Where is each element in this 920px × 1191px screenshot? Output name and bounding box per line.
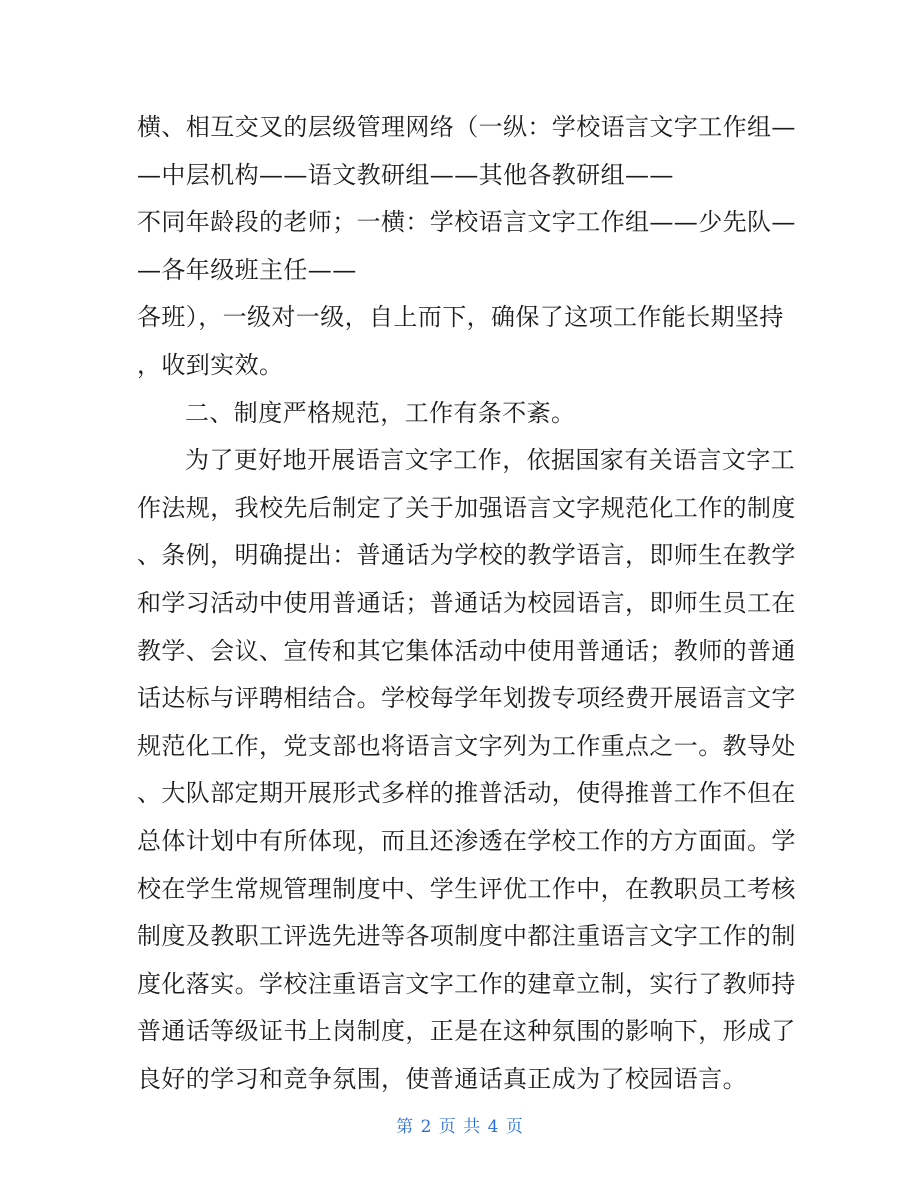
text-line: 度化落实。学校注重语言文字工作的建章立制，实行了教师持 [137,969,796,998]
text-line: 不同年龄段的老师；一横：学校语言文字工作组——少先队— [137,208,796,237]
text-line: 总体计划中有所体现，而且还渗透在学校工作的方方面面。学 [137,826,796,855]
text-line: 、大队部定期开展形式多样的推普活动，使得推普工作不但在 [137,779,796,808]
text-line: ，收到实效。 [137,350,284,379]
text-line: 横、相互交叉的层级管理网络（一纵：学校语言文字工作组— [137,113,796,141]
document-body [137,104,797,1103]
text-line: 制度及教职工评选先进等各项制度中都注重语言文字工作的制 [137,922,796,951]
text-line: —各年级班主任—— [137,255,357,284]
page-number-footer: 第 2 页 共 4 页 [396,1117,524,1137]
section-heading: 二、制度严格规范，工作有条不紊。 [185,398,576,427]
text-line: 良好的学习和竞争氛围，使普通话真正成为了校园语言。 [137,1064,747,1093]
paragraph-first-line: 为了更好地开展语言文字工作，依据国家有关语言文字工 [185,446,795,475]
text-line: 教学、会议、宣传和其它集体活动中使用普通话；教师的普通 [137,636,796,665]
text-line: 规范化工作，党支部也将语言文字列为工作重点之一。教导处 [137,731,796,760]
text-line: 话达标与评聘相结合。学校每学年划拨专项经费开展语言文字 [137,684,796,713]
text-line: 、条例，明确提出：普通话为学校的教学语言，即师生在教学 [137,541,796,570]
text-line: 校在学生常规管理制度中、学生评优工作中，在教职员工考核 [137,874,796,903]
text-line: —中层机构——语文教研组——其他各教研组—— [137,160,674,189]
text-line: 和学习活动中使用普通话；普通话为校园语言，即师生员工在 [137,588,796,617]
text-line: 普通话等级证书上岗制度，正是在这种氛围的影响下，形成了 [137,1017,796,1046]
text-line: 作法规，我校先后制定了关于加强语言文字规范化工作的制度 [137,493,796,522]
text-line: 各班），一级对一级，自上而下，确保了这项工作能长期坚持 [137,303,784,332]
